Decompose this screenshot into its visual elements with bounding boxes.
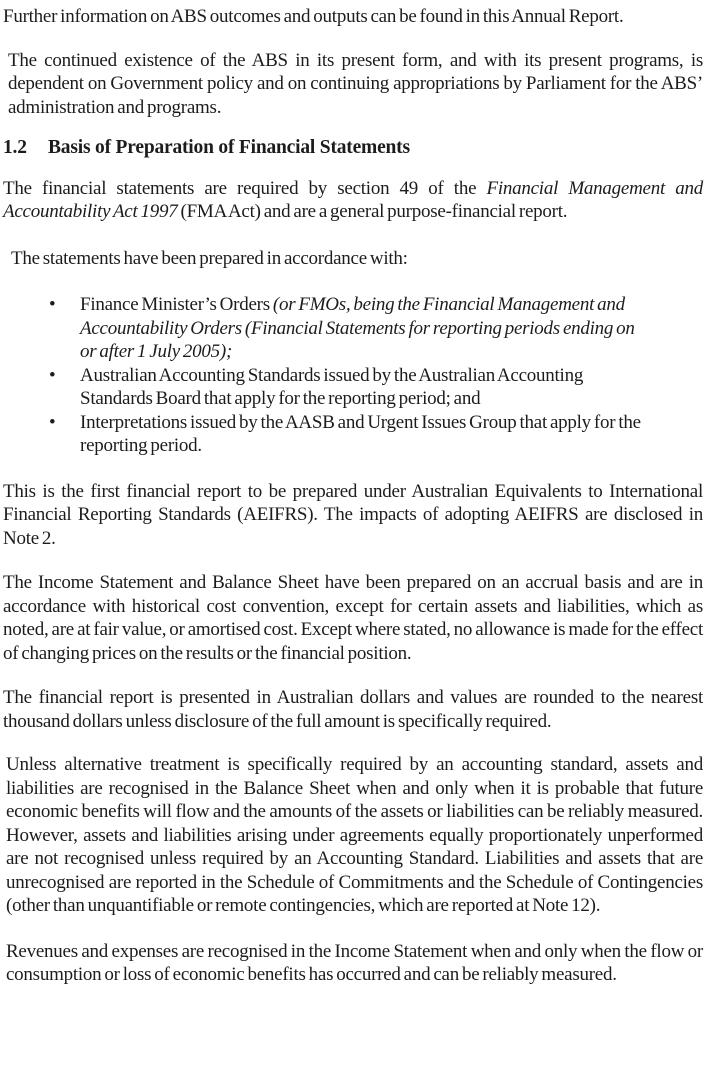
paragraph-revenues-expenses: Revenues and expenses are recognised in the Income Statement when and only when the flow or consumption or loss of economic benefits has occurred and can be reliably measured. [6,940,703,985]
paragraph-continued-existence: The continued existence of the ABS in its present form, and with its present programs, is dependent on Government policy and on continuing appropriations by Parliament for the ABS’ administration and programs. [8,49,703,118]
paragraph-fma-act [3,177,703,224]
bullet-list [3,293,703,458]
section-number: 1.2 [3,137,27,158]
text-run-italic: (or FMOs, being the Financial Management and Accountability Orders (Financial Statements for reporting periods ending on or after 1 July 2005); [80,294,635,362]
text-run: Australian Accounting Standards issued by the Australian Accounting Standards Board that apply for the reporting period; and [80,364,584,409]
text-run: Finance Minister’s Orders [80,294,273,315]
paragraph-prepared-in-accordance: The statements have been prepared in accordance with: [11,247,408,269]
list-item-finance-ministers-orders [3,293,650,364]
list-item-accounting-standards [3,364,650,411]
text-run: The financial statements are required by section 49 of the [3,177,487,199]
list-item-interpretations [3,411,703,458]
section-heading [3,136,703,160]
paragraph-recognition-criteria: Unless alternative treatment is specifically required by an accounting standard, assets and liabilities are recognised in the Balance Sheet when and only when it is probable that future economic benefits will flow and the amounts of the assets or liabilities can be reliably measured. However, assets and liabilities arising under agreements equally proportionately unperformed are not recognised unless required by an Accounting Standard. Liabilities and assets that are unrecognised are reported in the Schedule of Commitments and the Schedule of Contingencies (other than unquantifiable or remote contingencies, which are reported at Note 12). [6,754,703,916]
text-run-italic: Financial Management and Accountability Act 1997 [3,177,703,222]
paragraph-income-statement-balance-sheet: The Income Statement and Balance Sheet have been prepared on an accrual basis and are in accordance with historical cost convention, except for certain assets and liabilities, which as noted, are at fair value, or amortised cost. Except where stated, no allowance is made for the effect of changing prices on the results or the financial position. [3,572,703,664]
section-title: Basis of Preparation of Financial Statements [48,137,410,158]
paragraph-first-financial-report: This is the first financial report to be prepared under Australian Equivalents to International Financial Reporting Standards (AEIFRS). The impacts of adopting AEIFRS are disclosed in Note 2. [3,480,703,549]
text-run: (FMA Act) and are a general purpose-financial report. [177,201,568,222]
paragraph-further-information: Further information on ABS outcomes and outputs can be found in this Annual Report. [3,6,624,27]
paragraph-australian-dollars: The financial report is presented in Australian dollars and values are rounded to the nearest thousand dollars unless disclosure of the full amount is specifically required. [3,687,703,732]
text-run: Interpretations issued by the AASB and Urgent Issues Group that apply for the reporting period. [80,411,641,456]
